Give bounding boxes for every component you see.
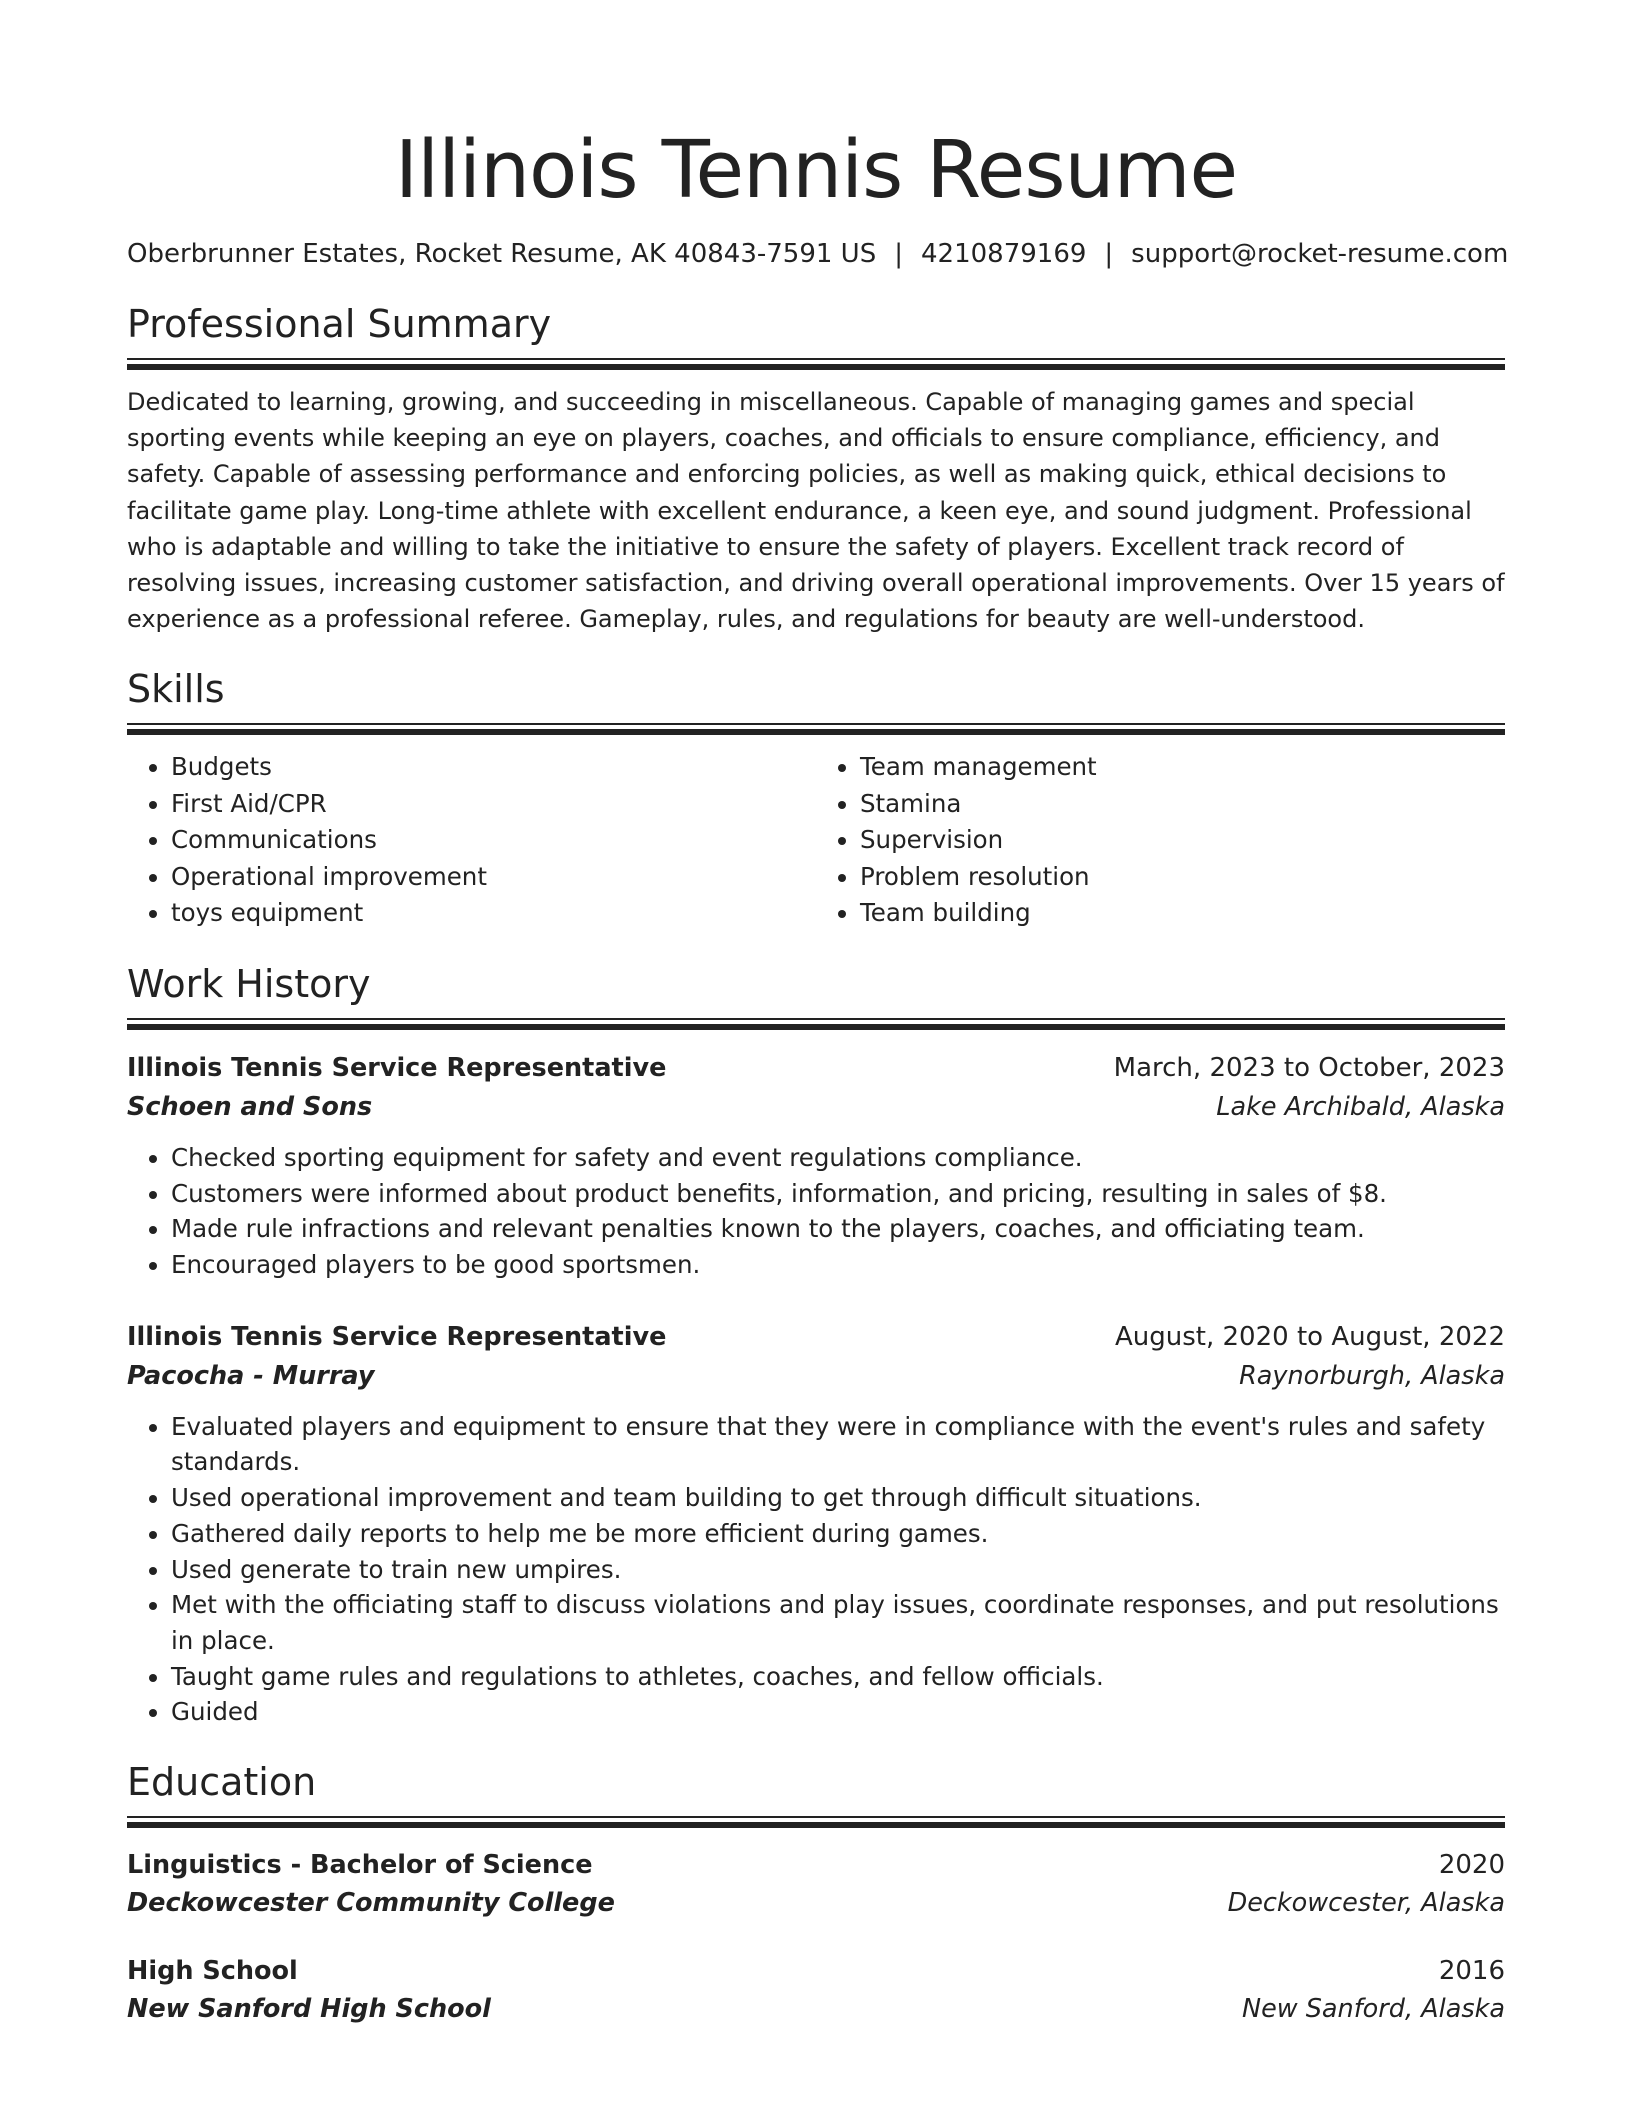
job-dates: March, 2023 to October, 2023 — [1113, 1052, 1505, 1083]
job-company: Schoen and Sons — [127, 1091, 373, 1122]
section-divider — [127, 723, 1505, 735]
skill-item: • Stamina — [860, 786, 1505, 823]
job-location: Lake Archibald, Alaska — [1216, 1091, 1505, 1122]
education-school-row — [127, 1990, 1505, 2028]
summary-section — [127, 300, 1505, 637]
education-entry — [127, 1846, 1505, 1922]
skills-column-left — [127, 749, 816, 932]
job-company: Pacocha - Murray — [127, 1360, 375, 1391]
section-title: Education — [127, 1760, 317, 1805]
skill-item: • Communications — [171, 822, 816, 859]
section-title: Skills — [127, 667, 225, 712]
job-bullet: • Customers were informed about product benefits, information, and pricing, resulting in sales of $8. — [171, 1176, 1505, 1212]
work-history-section — [127, 960, 1505, 1730]
section-divider — [127, 358, 1505, 370]
education-year: 2020 — [1438, 1850, 1505, 1881]
job-bullet: • Checked sporting equipment for safety and event regulations compliance. — [171, 1140, 1505, 1176]
education-header-row — [127, 1952, 1505, 1990]
education-entry — [127, 1952, 1505, 2028]
job-entry — [127, 1317, 1505, 1730]
education-school: Deckowcester Community College — [127, 1888, 615, 1919]
skill-item: • toys equipment — [171, 895, 816, 932]
job-location: Raynorburgh, Alaska — [1239, 1360, 1505, 1391]
contact-separator: | — [1104, 239, 1114, 269]
skills-column-right — [816, 749, 1505, 932]
education-location: New Sanford, Alaska — [1242, 1994, 1505, 2025]
education-year: 2016 — [1438, 1956, 1505, 1987]
job-company-row — [127, 1088, 1505, 1126]
education-school-row — [127, 1884, 1505, 1922]
job-bullet: • Guided — [171, 1694, 1505, 1730]
section-divider — [127, 1816, 1505, 1828]
education-header-row — [127, 1846, 1505, 1884]
job-header-row — [127, 1317, 1505, 1357]
skill-item: • Operational improvement — [171, 859, 816, 896]
skill-item: • Problem resolution — [860, 859, 1505, 896]
resume-title: Illinois Tennis Resume — [394, 124, 1238, 216]
skills-section — [127, 665, 1505, 932]
skill-item: • Team building — [860, 895, 1505, 932]
job-bullet: • Gathered daily reports to help me be more efficient during games. — [171, 1516, 1505, 1552]
education-section — [127, 1758, 1505, 2028]
skill-item: • Supervision — [860, 822, 1505, 859]
job-bullet: • Evaluated players and equipment to ensure that they were in compliance with the event's rules and safety standards. — [171, 1409, 1505, 1480]
skill-item: • Budgets — [171, 749, 816, 786]
job-bullet: • Taught game rules and regulations to athletes, coaches, and fellow officials. — [171, 1659, 1505, 1695]
job-company-row — [127, 1357, 1505, 1395]
job-dates: August, 2020 to August, 2022 — [1115, 1321, 1505, 1352]
job-bullets — [127, 1140, 1505, 1283]
contact-email: support@rocket-resume.com — [1131, 239, 1509, 269]
skill-item: • Team management — [860, 749, 1505, 786]
job-bullet: • Made rule infractions and relevant penalties known to the players, coaches, and officiating team. — [171, 1211, 1505, 1247]
job-bullet: • Used generate to train new umpires. — [171, 1552, 1505, 1588]
section-title: Professional Summary — [127, 302, 552, 346]
job-title: Illinois Tennis Service Representative — [127, 1321, 667, 1352]
contact-address: Oberbrunner Estates, Rocket Resume, AK 40843-7591 US — [127, 239, 877, 269]
contact-phone: 4210879169 — [920, 239, 1087, 269]
section-divider — [127, 1018, 1505, 1030]
job-bullet: • Met with the officiating staff to discuss violations and play issues, coordinate responses, and put resolutions in place. — [171, 1587, 1505, 1658]
skills-grid — [127, 749, 1505, 932]
job-header-row — [127, 1048, 1505, 1088]
skill-item: • First Aid/CPR — [171, 786, 816, 823]
education-degree: Linguistics - Bachelor of Science — [127, 1850, 593, 1881]
education-degree: High School — [127, 1956, 298, 1987]
job-bullet: • Used operational improvement and team building to get through difficult situations. — [171, 1480, 1505, 1516]
education-school: New Sanford High School — [127, 1994, 491, 2025]
job-entry — [127, 1048, 1505, 1283]
section-title: Work History — [127, 961, 371, 1006]
contact-separator: | — [894, 239, 903, 269]
education-location: Deckowcester, Alaska — [1227, 1888, 1505, 1919]
summary-text: Dedicated to learning, growing, and succeeding in miscellaneous. Capable of managing games and special sporting events while keeping an eye on players, coaches, and officials to ensure compliance, efficiency, and safety. Capable of assessing performance and enforcing policies, as well as making quick, ethical decisions to facilitate game play. Long-time athlete with excellent endurance, a keen eye, and sound judgment. Professional who is adaptable and willing to take the initiative to ensure the safety of players. Excellent track record of resolving issues, increasing customer satisfaction, and driving overall operational improvements. Over 15 years of experience as a professional referee. Gameplay, rules, and regulations for beauty are well-understood. — [127, 388, 1505, 634]
job-bullet: • Encouraged players to be good sportsmen. — [171, 1247, 1505, 1283]
job-title: Illinois Tennis Service Representative — [127, 1052, 667, 1083]
job-bullets — [127, 1409, 1505, 1730]
contact-line — [127, 236, 1509, 272]
